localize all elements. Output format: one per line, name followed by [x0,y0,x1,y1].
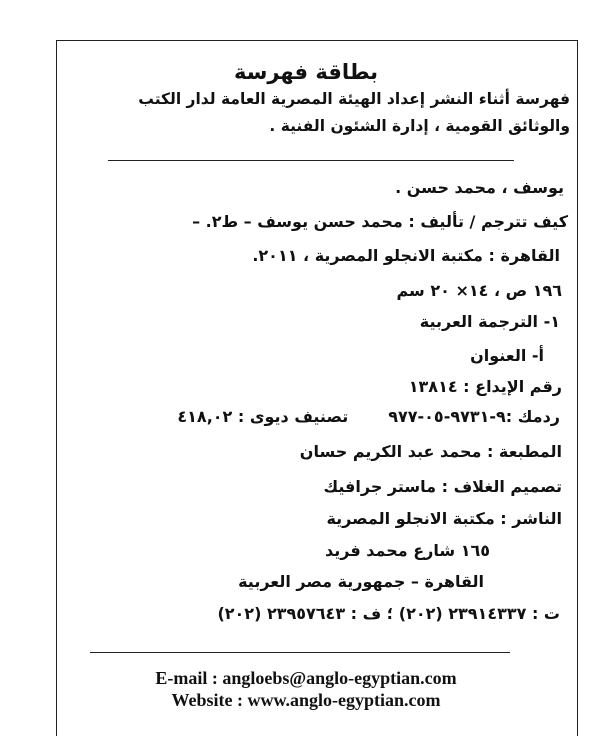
printer: المطبعة : محمد عبد الكريم حسان [299,442,562,461]
cover-design: تصميم الغلاف : ماستر جرافيك [323,477,562,496]
deposit-number: رقم الإيداع : ١٣٨١٤ [408,377,562,396]
dewey-classification: تصنيف ديوى : ٤١٨,٠٢ [177,407,349,426]
author-entry: يوسف ، محمد حسن . [395,178,564,197]
email-address: E-mail : angloebs@anglo-egyptian.com [155,668,457,688]
imprint: القاهرة : مكتبة الانجلو المصرية ، ٢٠١١. [252,246,560,265]
publisher-address-city: القاهرة – جمهورية مصر العربية [238,572,484,591]
divider-top [108,160,514,161]
physical-description: ١٩٦ ص ، ١٤× ٢٠ سم [396,281,562,300]
intro-line-2: والوثائق القومية ، إدارة الشئون الفنية . [269,117,570,135]
intro-line-1: فهرسة أثناء النشر إعداد الهيئة المصرية العامة لدار الكتب [138,90,570,108]
title-added-entry: أ- العنوان [470,346,544,365]
subject-heading: ١- الترجمة العربية [419,312,560,331]
publisher-address-street: ١٦٥ شارع محمد فريد [325,541,490,560]
isbn: ردمك :٩-٩٧٣١-٠٥-٩٧٧ [388,407,560,426]
phone-fax: ت : ٢٣٩١٤٣٣٧ (٢٠٢) ؛ ف : ٢٣٩٥٧٦٤٣ (٢٠٢) [217,604,560,623]
publisher: الناشر : مكتبة الانجلو المصرية [326,509,562,528]
website-address: Website : www.anglo-egyptian.com [171,690,441,710]
card-title: بطاقة فهرسة [233,60,379,84]
title-statement: كيف تترجم / تأليف : محمد حسن يوسف – ط٢. – [192,212,568,231]
isbn-dewey-row [177,407,560,426]
divider-bottom [90,652,510,653]
